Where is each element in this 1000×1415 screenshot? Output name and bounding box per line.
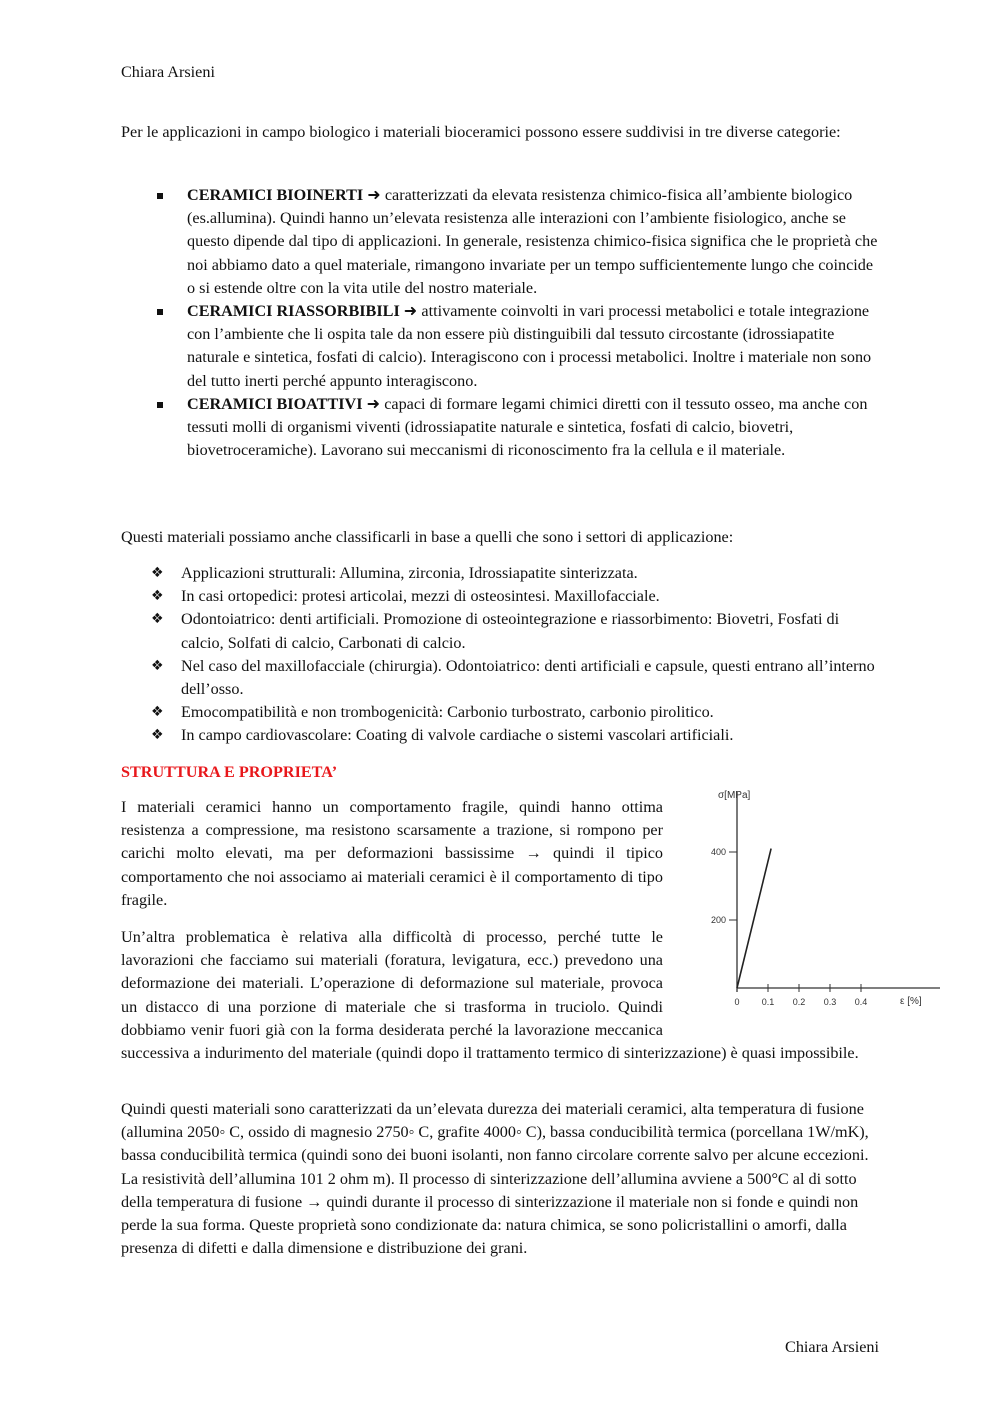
- application-text: In campo cardiovascolare: Coating di valvole cardiache o sistemi vascolari artificiali.: [181, 726, 734, 745]
- category-title: CERAMICI BIOINERTI: [187, 186, 364, 204]
- properties-paragraph: Quindi questi materiali sono caratterizzati da un’elevata durezza dei materiali ceramici, alta temperatura di fusione (allumina 2050◦ C, ossido di magnesio 2750◦ C, grafite 4000◦ C), bassa conducibilità termica (porcellana 1W/mK), bassa conducibilità termica (quindi sono dei buoni isolanti, non fanno circolare corrente salvo per alcune eccezioni. La resistività dell’allumina 101 2 ohm m). Il processo di sinterizzazione dell’allumina avviene a 500°C al di sotto della temperatura di fusione → quindi durante il processo di sinterizzazione il materiale non si fonde e quindi non perde la sua forma. Queste proprietà sono condizionate da: natura chimica, se sono policristallini o amorfi, dalla presenza di difetti e dalla dimensione e distribuzione dei grani.: [121, 1100, 869, 1258]
- square-bullet-icon: [157, 402, 163, 408]
- diamond-bullet-icon: ❖: [151, 727, 164, 744]
- y-axis-label: σ[MPa]: [718, 790, 751, 801]
- application-text: Applicazioni strutturali: Allumina, zirconia, Idrossiapatite sinterizzata.: [181, 564, 638, 582]
- application-text: Nel caso del maxillofacciale (chirurgia). Odontoiatrico: denti artificiali e capsule, questi entrano all’interno dell’osso.: [181, 656, 875, 699]
- category-title: CERAMICI BIOATTIVI: [187, 394, 363, 413]
- list-item: [121, 562, 881, 585]
- diamond-bullet-icon: ❖: [151, 704, 164, 721]
- classification-paragraph: Questi materiali possiamo anche classificarli in base a quelli che sono i settori di applicazione:: [121, 528, 734, 546]
- diamond-bullet-icon: ❖: [151, 611, 164, 628]
- category-title: CERAMICI RIASSORBIBILI: [187, 302, 400, 321]
- arrow-icon: ➜: [367, 186, 381, 204]
- stress-strain-chart: [700, 770, 950, 1020]
- list-item: [121, 300, 881, 393]
- processing-text: Un’altra problematica è relativa alla difficoltà di processo, perché tutte le lavorazioni che facciamo sui materiali (foratura, levigatura, ecc.) prevedono una deformazione dei materiali. L’operazione di deformazione sul materiale, provoca un distacco di una porzione di materiale che si trasforma in truciolo. Quindi dobbiamo venir fuori già con la forma desiderata perché la lavorazione meccanica successiva a indurimento del materiale (quindi dopo il trattamento termico di sinterizzazione) è quasi impossibile.: [121, 928, 859, 1063]
- x-tick-label: 0: [734, 997, 740, 1007]
- page-header: Chiara Arsieni: [121, 63, 215, 81]
- square-bullet-icon: [157, 309, 163, 315]
- category-text: caratterizzati da elevata resistenza chimico-fisica all’ambiente biologico (es.allumina). Quindi hanno un’elevata resistenza alle interazioni con l’ambiente fisiologico, anche se questo dipende dal tipo di applicazioni. In generale, resistenza chimico-fisica significa che le proprietà che noi abbiamo dato a quel materiale, rimangono invariate per un tempo sufficientemente lungo che coincide o si estende oltre con la vita utile del nostro materiale.: [187, 186, 878, 297]
- x-tick-label: 0.1: [761, 997, 775, 1007]
- series-line: [737, 849, 771, 988]
- application-text: Odontoiatrico: denti artificiali. Promozione di osteointegrazione e riassorbimento: Biovetri, Fosfati di calcio, Solfati di calcio, Carbonati di calcio.: [181, 610, 840, 652]
- arrow-icon: ➜: [366, 394, 381, 413]
- list-item: [121, 724, 881, 747]
- diamond-bullet-icon: ❖: [151, 588, 164, 605]
- list-item: [121, 184, 881, 300]
- section-title: STRUTTURA E PROPRIETA’: [121, 763, 338, 781]
- brittle-behaviour-paragraph: I materiali ceramici hanno un comportamento fragile, quindi hanno ottima resistenza a compressione, ma resistono scarsamente a trazione, si rompono per carichi molto elevati, ma per deformazioni bassissime → quindi il tipico comportamento che noi associamo ai materiali ceramici è il comportamento di tipo fragile.: [121, 798, 663, 909]
- application-text: Emocompatibilità e non trombogenicità: Carbonio turbostrato, carbonio pirolitico.: [181, 703, 714, 722]
- x-axis-label: ε [%]: [900, 996, 922, 1007]
- x-tick-label: 0.2: [792, 997, 806, 1007]
- list-item: [121, 655, 881, 701]
- diamond-bullet-icon: ❖: [151, 657, 164, 674]
- bioceramic-categories-list: [121, 184, 881, 462]
- category-text: attivamente coinvolti in vari processi metabolici e totale integrazione con l’ambiente che li ospita tale da non essere più distinguibili dal tessuto circostante (idrossiapatite naturale e sintetica, fosfati di calcio). Interagiscono con i processi metabolici. Inoltre i materiale non sono del tutto inerti perché appunto interagiscono.: [187, 302, 872, 390]
- y-tick-label: 400: [710, 847, 726, 857]
- x-tick-label: 0.4: [854, 997, 868, 1007]
- list-item: [121, 585, 881, 608]
- list-item: [121, 608, 881, 654]
- category-text: capaci di formare legami chimici diretti con il tessuto osseo, ma anche con tessuti molli di organismi viventi (idrossiapatite naturale e sintetica, fosfati di calcio, biovetri, biovetroceramiche). Lavorano sui meccanismi di riconoscimento fra la cellula e il materiale.: [187, 394, 868, 460]
- intro-paragraph: Per le applicazioni in campo biologico i materiali bioceramici possono essere suddivisi in tre diverse categorie:: [121, 123, 841, 141]
- y-tick-label: 200: [710, 915, 726, 925]
- diamond-bullet-icon: ❖: [151, 565, 164, 581]
- applications-list: [121, 562, 881, 748]
- page-footer: Chiara Arsieni: [785, 1338, 879, 1356]
- x-tick-label: 0.3: [823, 997, 837, 1007]
- list-item: [121, 701, 881, 724]
- application-text: In casi ortopedici: protesi articolai, mezzi di osteosintesi. Maxillofacciale.: [181, 587, 660, 606]
- arrow-icon: ➜: [403, 302, 418, 321]
- square-bullet-icon: [157, 193, 163, 199]
- list-item: [121, 393, 881, 463]
